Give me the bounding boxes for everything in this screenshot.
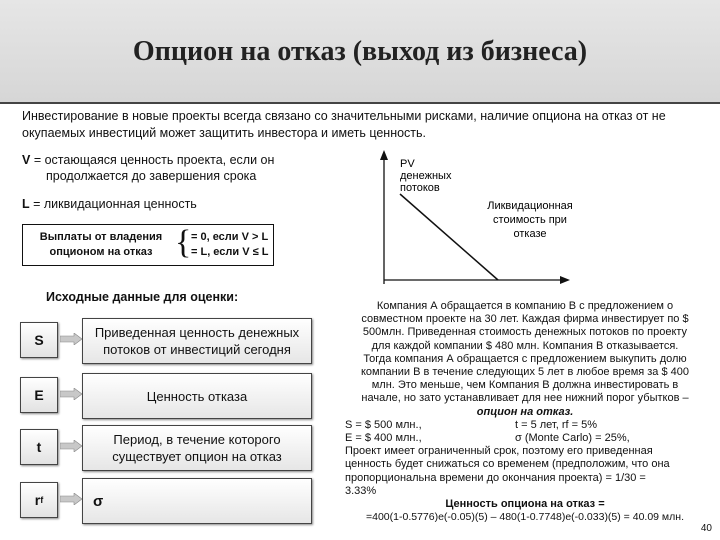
description-t: Период, в течение которого существует опцион на отказ <box>82 425 312 471</box>
x-axis-arrow <box>560 276 570 284</box>
y-axis-arrow <box>380 150 388 160</box>
payoff-box <box>22 224 274 266</box>
symbol-rf: r f <box>20 482 58 518</box>
source-data-title: Исходные данные для оценки: <box>46 290 239 304</box>
l-symbol: L <box>22 197 30 211</box>
arrow-right-icon <box>60 333 82 345</box>
param-row-2: E = $ 400 млн., σ (Monte Carlo) = 25%, <box>345 432 630 445</box>
page-title: Опцион на отказ (выход из бизнеса) <box>132 36 588 67</box>
param-row-1: S = $ 500 млн., t = 5 лет, rf = 5% <box>345 418 598 431</box>
payoff-label: Выплаты от владения опционом на отказ <box>39 231 163 258</box>
l-definition <box>22 196 197 212</box>
option-value-formula: =400(1-0.5776)e(-0.05)(5) – 480(1-0.7748)e(-0.033)(5) = 40.09 млн. <box>366 511 684 524</box>
intro-paragraph: Инвестирование в новые проекты всегда связано со значительными рисками, наличие опциона на отказ от не окупаемых инвестиций может защитить инвестора и иметь ценность. <box>22 109 666 140</box>
abandonment-option-emphasis: опцион на отказ. <box>476 405 574 418</box>
v-def-line2: продолжается до завершения срока <box>46 169 257 183</box>
symbol-t: t <box>20 429 58 465</box>
description-sigma: σ <box>82 478 312 524</box>
y-label-line1: PV <box>400 158 415 170</box>
curve-label-line3: отказе <box>513 228 547 240</box>
case-text: Компания А обращается в компанию В с предложением о совместном проекте на 30 лет. Каждая фирма инвестирует по $ 500млн. Приведенная стоимость денежных потоков по проекту для каждой компании $ 480 млн. Компания В отказывается. Тогда компания А обращается с предложением выкупить долю компании В в течение следующих 5 лет в любое время за $ 400 млн. Это меньше, чем Компания В должна инвестировать в начале, но зато устанавливает для нее нижний порог убытков – опцион на отказ. S = $ 500 млн., t = 5 лет, rf = 5% E = $ 400 млн., σ (Monte Carlo) = 25%, Проект имеет ограниченный срок, поэтому его приведенная ценность будет снижаться со временем (предположим, что она пропорциональна времени до окончания проекта) = 1/30 = 3.33% Ценность опциона на отказ = =400(1-0.5776)e(-0.05)(5) – 480(1-0.7748)e(-0.033)(5) = 40.09 млн. <box>345 300 705 524</box>
y-label-line2: денежных <box>400 170 452 182</box>
brace: { <box>175 224 192 261</box>
v-definition <box>22 152 274 184</box>
curve-label-line2: стоимость при <box>493 214 567 226</box>
arrow-right-icon <box>60 388 82 400</box>
payoff-graph <box>370 148 710 290</box>
l-def-text: = ликвидационная ценность <box>29 197 197 211</box>
arrow-right-icon <box>60 493 82 505</box>
symbol-s: S <box>20 322 58 358</box>
symbol-e: E <box>20 377 58 413</box>
option-value-title: Ценность опциона на отказ = <box>445 498 605 511</box>
description-e: Ценность отказа <box>82 373 312 419</box>
description-s: Приведенная ценность денежных потоков от инвестиций сегодня <box>82 318 312 364</box>
page-number: 40 <box>700 523 712 534</box>
payoff-values: = 0, если V > L = L, если V ≤ L <box>191 231 269 258</box>
y-label-line3: потоков <box>400 182 440 194</box>
title-bar <box>0 0 720 104</box>
liquidation-line <box>400 194 498 280</box>
arrow-right-icon <box>60 440 82 452</box>
v-symbol: V <box>22 153 31 167</box>
v-def-line1: = остающаяся ценность проекта, если он <box>30 153 275 167</box>
curve-label-line1: Ликвидационная <box>487 200 573 212</box>
